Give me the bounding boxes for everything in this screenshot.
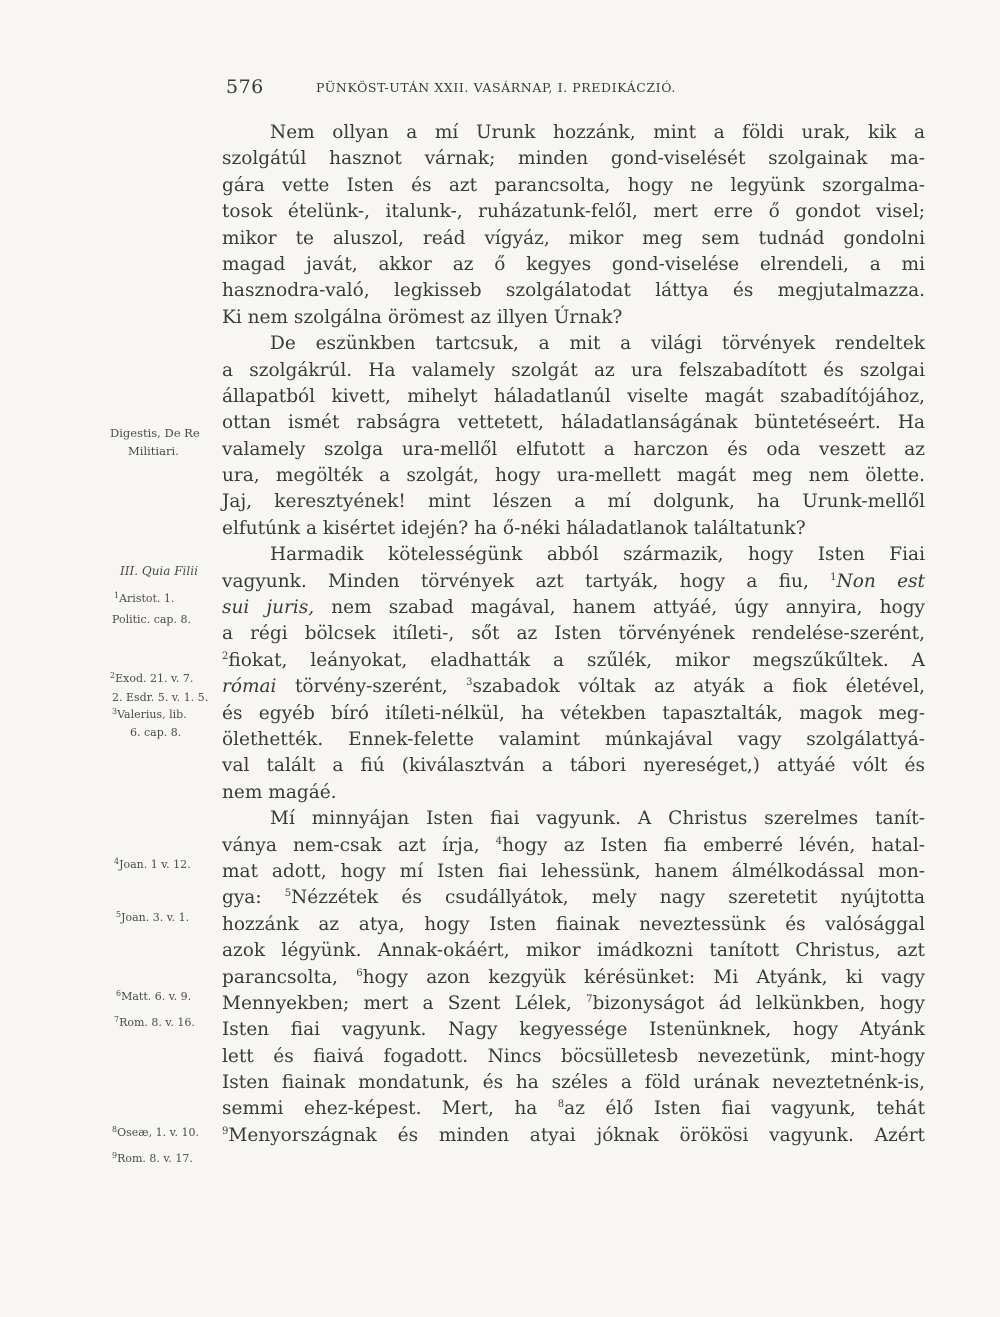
margin-note: Militiari. [128,444,179,458]
page-header [226,76,926,100]
text-line: állapatból kivett, mihelyt háladatlanúl viselte magát szabadítójához, [222,385,925,407]
text-line: Isten fiai vagyunk. Nagy kegyessége Istenünknek, hogy Atyánk [222,1019,925,1041]
text-line: Harmadik kötelességünk abból származik, hogy Isten Fiai [270,544,925,566]
margin-note: $^3$Valerius, lib. [112,707,187,721]
text-line: sui juris, nem szabad magával, hanem attyáé, úgy annyira, hogy [222,597,925,619]
text-line: mikor te aluszol, reád vígyáz, mikor meg sem tudnád gondolni [222,227,925,249]
footnote-mark: 6 [356,967,363,979]
margin-note: $^5$Joan. 3. v. 1. [116,910,190,924]
text-line: ványa nem-csak azt írja, $^4$hogy az Isten fia emberré lévén, hatal- [222,834,925,856]
text-line: a szolgákrúl. Ha valamely szolgát az ura felszabadított és szolgai [222,359,925,381]
text-line: Isten fiainak mondatunk, és ha széles a föld urának neveztetnénk-is, [222,1072,925,1094]
text-line: De eszünkben tartcsuk, a mit a világi törvények rendeltek [270,333,925,355]
margin-note: $^8$Oseæ, 1. v. 10. [112,1125,199,1139]
text-line: mat adott, hogy mí Isten fiai lehessünk, hanem álmélkodással mon- [222,860,925,882]
text-line: Ki nem szolgálna örömest az illyen Úrnak? [222,306,623,328]
text-line: Mí minnyájan Isten fiai vagyunk. A Christus szerelmes tanít- [270,808,925,830]
footnote-mark: 5 [284,888,292,900]
footnote-mark: 8 [557,1099,565,1111]
margin-note: $^7$Rom. 8. v. 16. [114,1015,195,1029]
text-line: valamely szolga ura-mellől elfutott a harczon és oda veszett az [222,438,925,460]
margin-note: $^9$Rom. 8. v. 17. [112,1151,193,1165]
text-line: Jaj, keresztyének! mint lészen a mí dolgunk, ha Urunk-mellől [222,491,925,513]
text-line: Mennyekben; mert a Szent Lélek, $^7$bizonyságot ád lelkünkben, hogy [222,992,925,1014]
text-line: és egyéb bíró itíleti-nélkül, ha vétekben tapasztalták, magok meg- [222,702,925,724]
text-line: hozzánk az atya, hogy Isten fiainak neveztessünk és valósággal [222,913,925,935]
text-line: semmi ehez-képest. Mert, ha $^8$az élő Isten fiai vagyunk, tehát [222,1098,925,1120]
margin-note: $^4$Joan. 1 v. 12. [114,857,191,871]
margin-note: $^6$Matt. 6. v. 9. [116,989,192,1003]
margin-note: 2. Esdr. 5. v. 1. 5. [112,691,209,704]
page-number: 576 [226,76,264,98]
text-line: val talált a fiú (kiválasztván a tábori nyereséget,) attyáé vólt és [222,755,925,777]
text-line: azok légyünk. Annak-okáért, mikor imádkozni tanított Christus, azt [222,940,925,962]
margin-note: III. Quia Filii [120,564,198,578]
text-line: római törvény-szerént, $^3$szabadok vóltak az atyák a fiok életével, [222,676,925,698]
body-text [222,120,925,1149]
text-line: a régi bölcsek itíleti-, sőt az Isten törvényének rendelése-szerént, [222,623,925,645]
text-line: szolgátúl hasznot várnak; minden gond-viselését szolgainak ma- [222,148,925,170]
text-line: $^9$Menyországnak és minden atyai jóknak örökösi vagyunk. Azért [222,1124,925,1146]
footnote-mark: 3 [466,677,473,689]
footnote-mark: 1 [830,571,837,583]
text-line: magad javát, akkor az ő kegyes gond-viselése elrendeli, a mi [222,253,925,275]
footnote-mark: 9 [222,1125,229,1137]
text-line: tosok ételünk-, italunk-, ruházatunk-felől, mert erre ő gondot visel; [222,201,925,223]
text-line: nem magáé. [222,781,337,803]
text-line: ura, megölték a szolgát, hogy ura-mellett magát meg nem ölette. [222,465,925,487]
margin-note: $^2$Exod. 21. v. 7. [110,671,194,685]
text-line: $^2$fiokat, leányokat, eladhatták a szűlék, mikor megszűkűltek. A [222,649,925,671]
text-line: elfutúnk a kisértet idején? ha ő-néki háladatlanok találtatunk? [222,517,806,539]
text-line: Nem ollyan a mí Urunk hozzánk, mint a földi urak, kik a [270,122,925,143]
footnote-mark: 4 [495,835,503,847]
footnote-mark: 7 [586,993,593,1005]
text-line: lett és fiaivá fogadott. Nincs böcsülletesb nevezetünk, mint-hogy [222,1045,925,1067]
text-line: vagyunk. Minden törvények azt tartyák, hogy a fiu, $^1$Non est [222,570,925,592]
margin-note: Digestis, De Re [110,426,200,440]
text-line: ölethették. Ennek-felette valamint múnkajával vagy szolgálattyá- [222,728,925,750]
margin-note: $^1$Aristot. 1. [114,591,175,605]
footnote-mark: 2 [222,650,229,662]
text-line: gya: $^5$Nézzétek és csudállyátok, mely nagy szeretetit nyújtotta [222,887,925,909]
margin-note: 6. cap. 8. [130,726,182,739]
text-line: ottan ismét rabságra vettetett, háladatlanságának büntetéseért. Ha [222,412,925,434]
text-line: hasznodra-való, legkisseb szolgálatodat láttya és megjutalmazza. [222,280,925,302]
running-head: PÜNKÖST-UTÁN XXII. VASÁRNAP, I. PREDIKÁCZIÓ. [316,80,676,95]
margin-note: Politic. cap. 8. [112,613,191,626]
text-line: parancsolta, $^6$hogy azon kezgyük kérésünket: Mi Atyánk, ki vagy [222,966,925,988]
text-line: gára vette Isten és azt parancsolta, hogy ne legyünk szorgalma- [222,174,925,196]
